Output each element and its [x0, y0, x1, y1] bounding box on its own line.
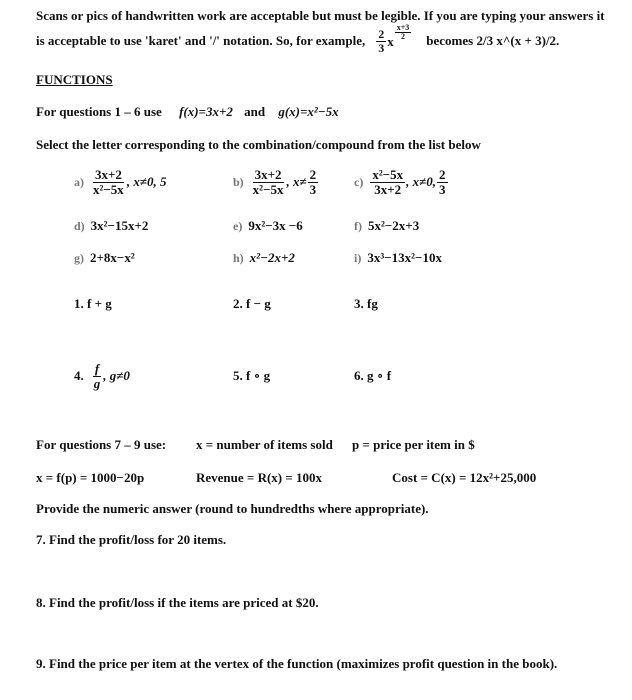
g-definition: g(x)=x²−5x: [278, 104, 339, 119]
revenue-function: Revenue = R(x) = 100x: [196, 470, 323, 485]
demand-function: x = f(p) = 1000−20p: [36, 470, 145, 485]
example-coefficient: $\frac{2}{3}$: [378, 27, 385, 55]
intro-line-2-start: is acceptable to use 'karet' and '/' notation. So, for example,: [36, 33, 366, 49]
option-c: c) $\frac{\text{x²−5x}}{3x+2}$ , x≠0, $\frac{2}{3}$: [354, 167, 446, 197]
example-exponent: $\frac{x+3}{2}$: [396, 23, 410, 42]
question-9: 9. Find the price per item at the vertex of the function (maximizes profit question in the book).: [36, 656, 558, 671]
option-f: f) 5x²−2x+3: [354, 218, 420, 233]
question-7: 7. Find the profit/loss for 20 items.: [36, 532, 227, 547]
question-5: 5. f ∘ g: [233, 368, 271, 383]
question-4: 4. $\frac{f}{g}$ , g≠0: [74, 361, 130, 391]
question-8: 8. Find the profit/loss if the items are priced at $20.: [36, 595, 319, 610]
questions-1-6-intro: For questions 1 – 6 use f(x)=3x+2 and g(x)=x²−5x: [36, 104, 339, 119]
question-1: 1. f + g: [74, 296, 112, 311]
select-instruction: Select the letter corresponding to the combination/compound from the list below: [36, 137, 481, 152]
option-d: d) 3x²−15x+2: [74, 218, 149, 233]
f-definition: f(x)=3x+2: [179, 104, 233, 119]
option-e: e) 9x²−3x −6: [233, 218, 303, 233]
x-definition: x = number of items sold: [196, 437, 333, 452]
questions-7-9-intro: For questions 7 – 9 use:: [36, 437, 167, 452]
p-definition: p = price per item in $: [352, 437, 475, 452]
question-2: 2. f − g: [233, 296, 271, 311]
option-a: a) $\frac{3x+2}{\text{x²−5x}}$ , x≠0, 5: [74, 167, 167, 197]
question-6: 6. g ∘ f: [354, 368, 392, 383]
option-b: b) $\frac{3x+2}{\text{x²−5x}}$ , x≠ $\frac{2}{3}$: [233, 167, 317, 197]
option-i: i) 3x³−13x²−10x: [354, 250, 442, 265]
functions-heading: FUNCTIONS: [36, 72, 113, 87]
option-h: h) x²−2x+2: [233, 250, 295, 265]
question-3: 3. fg: [354, 296, 378, 311]
option-g: g) 2+8x−x²: [74, 250, 135, 265]
intro-line-1: Scans or pics of handwritten work are acceptable but must be legible. If you are typing your answers it: [36, 8, 605, 23]
example-expression: $\frac{2}{3}$ x $\frac{x+3}{2}$: [378, 23, 410, 55]
intro-line-2: [36, 23, 560, 55]
intro-line-2-end: becomes 2/3 x^(x + 3)/2.: [426, 33, 560, 49]
numeric-instruction: Provide the numeric answer (round to hundredths where appropriate).: [36, 501, 429, 516]
cost-function: Cost = C(x) = 12x²+25,000: [392, 470, 537, 485]
